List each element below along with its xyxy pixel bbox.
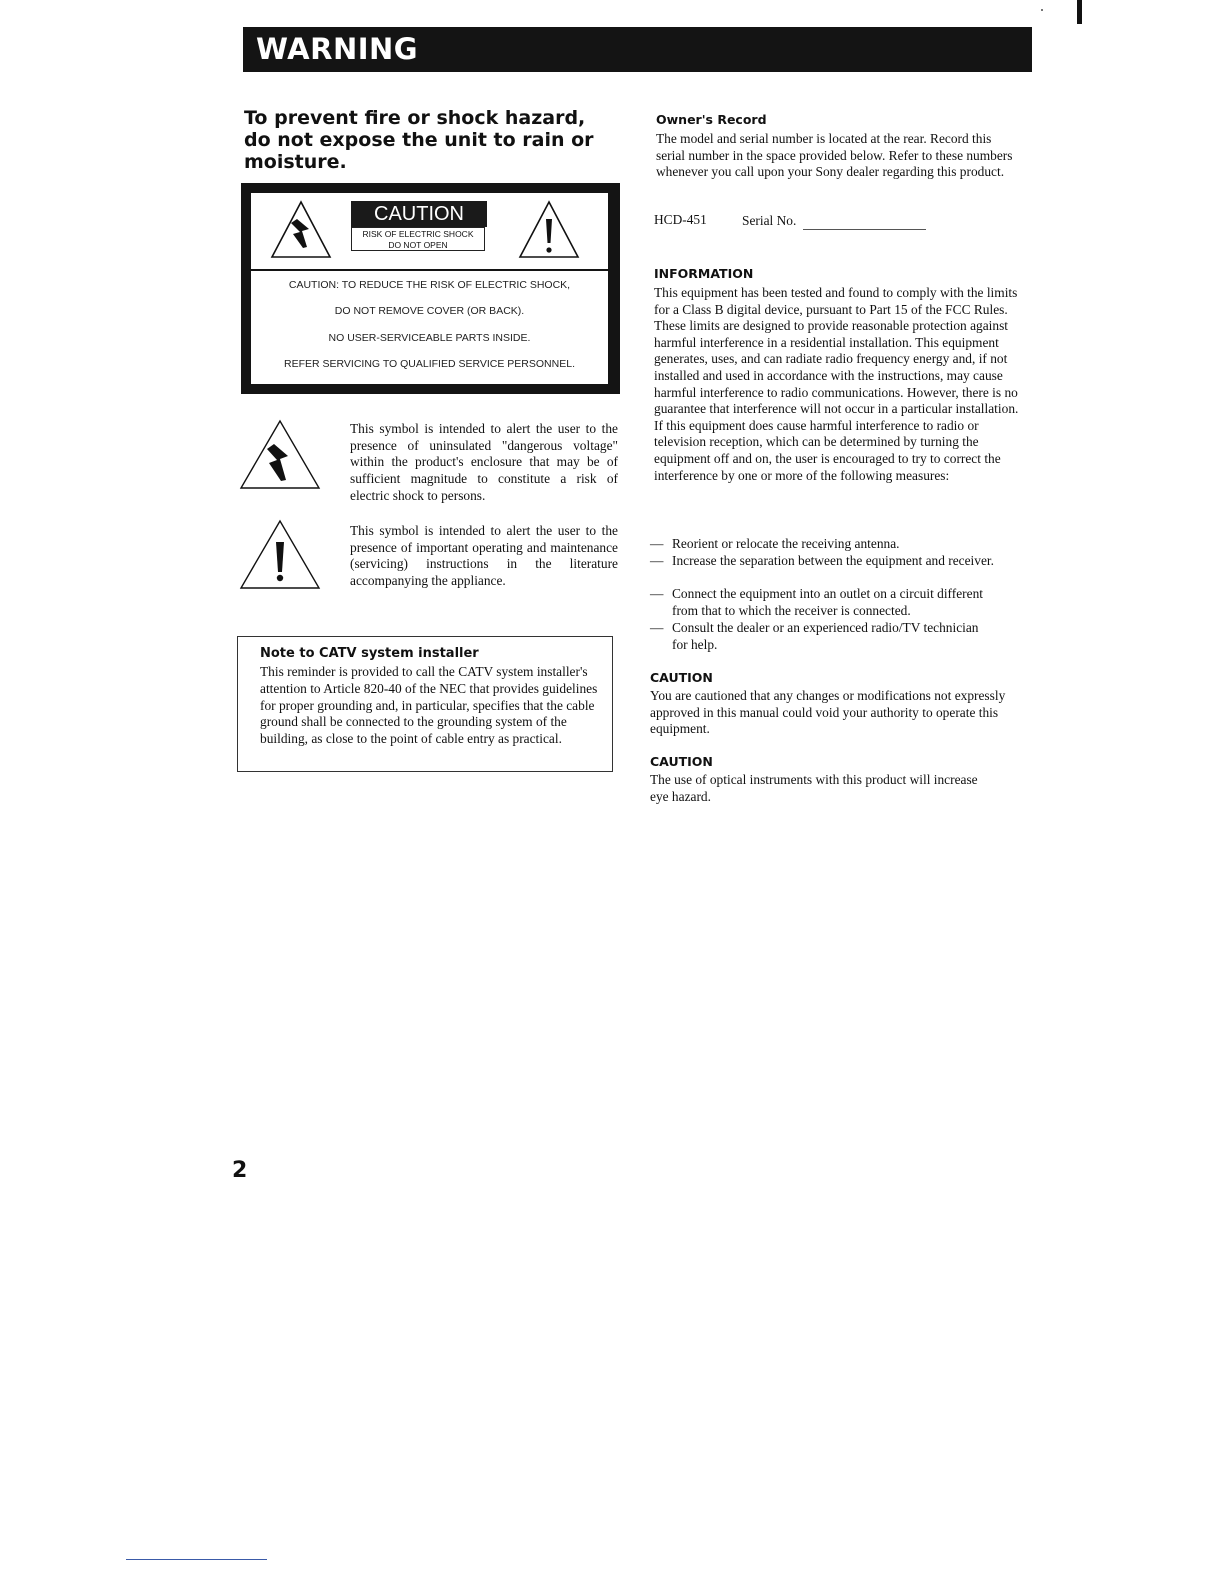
owners-record-body: The model and serial number is located at the rear. Record this serial number in the space provided below. Refer to these numbers whenever you call upon your Sony dealer regarding this product. bbox=[656, 131, 1013, 180]
information-title: INFORMATION bbox=[654, 266, 754, 281]
lightning-symbol-icon bbox=[238, 418, 322, 492]
serial-number-label: Serial No. bbox=[742, 213, 797, 228]
caution-label-box bbox=[241, 183, 620, 394]
caution-body: You are cautioned that any changes or modifications not expressly approved in this manual could void your authority to operate this equipment. bbox=[650, 688, 1006, 737]
measures-list: — Reorient or relocate the receiving antenna. — Increase the separation between the equipment and receiver. — Connect the equipment into an outlet on a circuit different from that to which the receiver is connected. — Consult the dealer or an experienced radio/TV technician for help. bbox=[650, 536, 994, 652]
caution-line: REFER SERVICING TO QUALIFIED SERVICE PERSONNEL. bbox=[284, 358, 575, 370]
caution-title: CAUTION bbox=[650, 670, 713, 685]
footer-rule bbox=[126, 1559, 267, 1560]
exclamation-warning-icon bbox=[517, 199, 581, 261]
owners-record-title: Owner's Record bbox=[656, 112, 767, 127]
caution-sublabel: RISK OF ELECTRIC SHOCK DO NOT OPEN bbox=[351, 227, 485, 251]
information-body: This equipment has been tested and found to comply with the limits for a Class B digital device, pursuant to Part 15 of the FCC Rules. These limits are designed to provide reasonable protection against harmful interference in a residential installation. This equipment generates, uses, and can radiate radio frequency energy and, if not installed and used in accordance with the instructions, may cause harmful interference to radio communications. However, there is no guarantee that interference will not occur in a particular installation. If this equipment does cause harmful interference to radio or television reception, which can be determined by turning the equipment off and on, the user is encouraged to try to correct the interference by one or more of the following measures: bbox=[654, 285, 1019, 483]
catv-note-box bbox=[237, 636, 613, 772]
page-number: 2 bbox=[232, 1158, 248, 1183]
caution-line: NO USER-SERVICEABLE PARTS INSIDE. bbox=[328, 332, 531, 344]
catv-note-body: This reminder is provided to call the CATV system installer's attention to Article 820-40 of the NEC that provides guidelines for proper grounding and, in particular, specifies that the cable ground shall be connected to the grounding system of the building, as close to the point of cable entry as practical. bbox=[260, 664, 598, 747]
page-edge-mark bbox=[1077, 0, 1082, 24]
scan-mark-dot bbox=[1041, 9, 1043, 11]
exclamation-symbol-description: This symbol is intended to alert the user to the presence of important operating and maintenance (servicing) instructions in the literature accompanying the appliance. bbox=[350, 523, 618, 589]
model-number: HCD-451 bbox=[654, 212, 707, 227]
lightning-symbol-description: This symbol is intended to alert the user to the presence of uninsulated "dangerous voltage" within the product's enclosure that may be of sufficient magnitude to constitute a risk of electric shock to persons. bbox=[350, 421, 618, 503]
exclamation-symbol-icon bbox=[238, 518, 322, 592]
caution-line: DO NOT REMOVE COVER (OR BACK). bbox=[334, 305, 525, 317]
warning-banner bbox=[243, 27, 1032, 72]
catv-note-title: Note to CATV system installer bbox=[260, 646, 479, 661]
caution-title: CAUTION bbox=[650, 754, 713, 769]
caution-label-top bbox=[251, 193, 608, 269]
hazard-headline: To prevent fire or shock hazard, do not expose the unit to rain or moisture. bbox=[244, 107, 594, 173]
caution-line: CAUTION: TO REDUCE THE RISK OF ELECTRIC SHOCK, bbox=[288, 279, 571, 291]
warning-title: WARNING bbox=[256, 32, 419, 66]
caution-label: CAUTION bbox=[351, 201, 487, 227]
caution-body: The use of optical instruments with this product will increase eye hazard. bbox=[650, 772, 978, 804]
caution-instructions bbox=[251, 271, 608, 384]
lightning-warning-icon bbox=[269, 199, 333, 261]
serial-number-blank bbox=[803, 229, 926, 230]
